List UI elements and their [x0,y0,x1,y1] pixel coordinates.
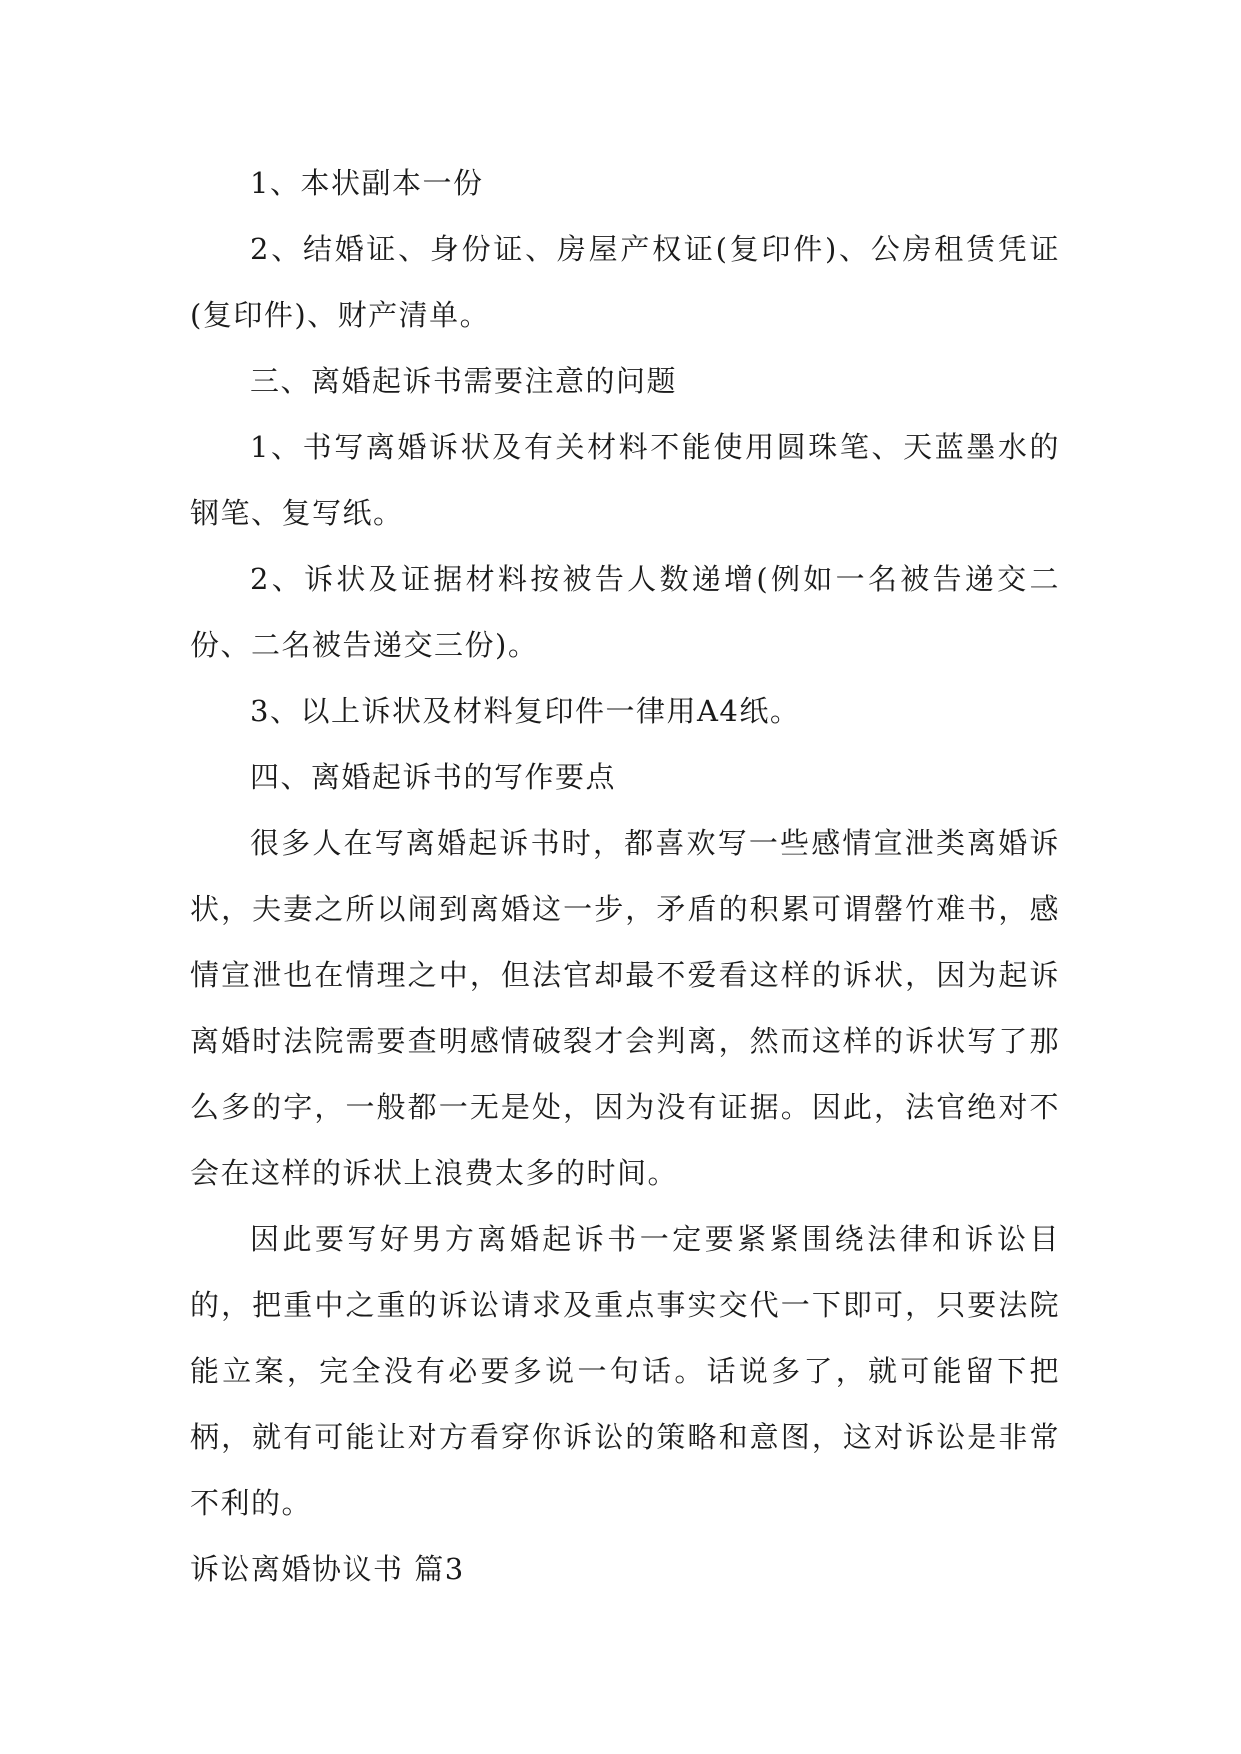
attachment-item-2: 2、结婚证、身份证、房屋产权证(复印件)、公房租赁凭证(复印件)、财产清单。 [190,232,1060,332]
notice-item-3: 3、以上诉状及材料复印件一律用A4纸。 [250,694,801,728]
section-title: 诉讼离婚协议书 篇3 [190,1552,465,1586]
notice-item-2: 2、诉状及证据材料按被告人数递增(例如一名被告递交二份、二名被告递交三份)。 [190,562,1060,662]
document-body [190,150,1060,1602]
notice-item-1: 1、书写离婚诉状及有关材料不能使用圆珠笔、天蓝墨水的钢笔、复写纸。 [190,430,1060,530]
body-paragraph-2: 因此要写好男方离婚起诉书一定要紧紧围绕法律和诉讼目的，把重中之重的诉讼请求及重点事实交代一下即可，只要法院能立案，完全没有必要多说一句话。话说多了，就可能留下把柄，就有可能让对方看穿你诉讼的策略和意图，这对诉讼是非常不利的。 [190,1222,1060,1520]
body-paragraph-1: 很多人在写离婚起诉书时，都喜欢写一些感情宣泄类离婚诉状，夫妻之所以闹到离婚这一步，矛盾的积累可谓罄竹难书，感情宣泄也在情理之中，但法官却最不爱看这样的诉状，因为起诉离婚时法院需要查明感情破裂才会判离，然而这样的诉状写了那么多的字，一般都一无是处，因为没有证据。因此，法官绝对不会在这样的诉状上浪费太多的时间。 [190,826,1060,1190]
attachment-item-1: 1、本状副本一份 [250,166,484,200]
section-heading-4: 四、离婚起诉书的写作要点 [250,760,617,794]
section-heading-3: 三、离婚起诉书需要注意的问题 [250,364,678,398]
